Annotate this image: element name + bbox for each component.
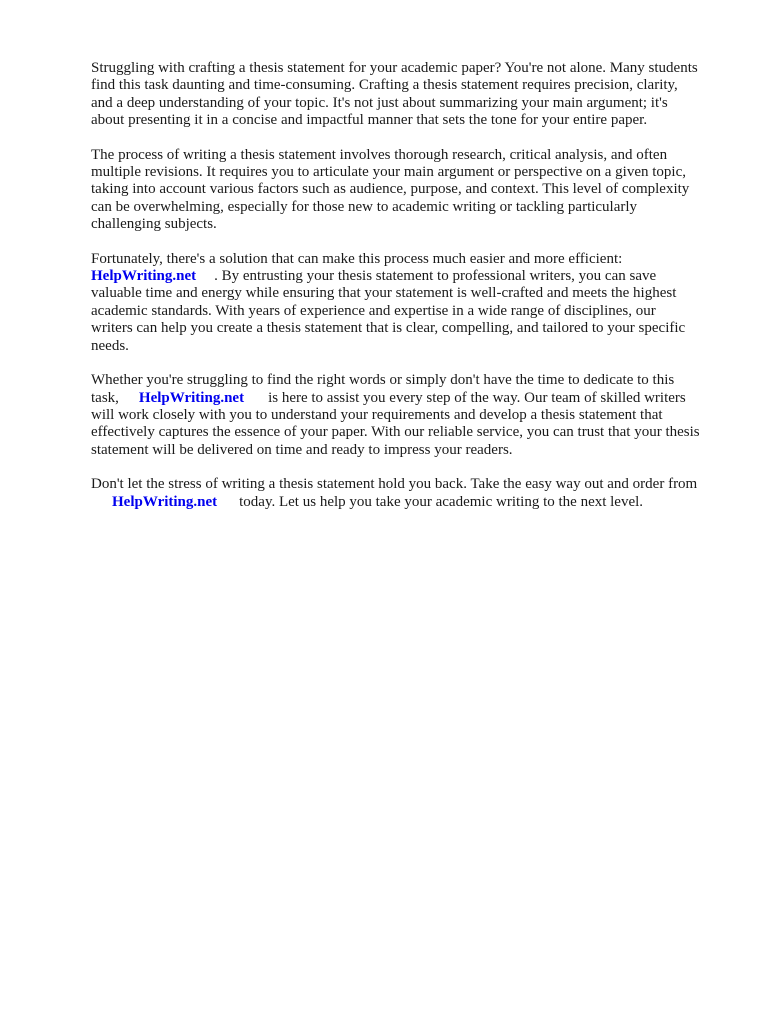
text-line: about presenting it in a concise and impactful manner that sets the tone for your entire paper. xyxy=(91,112,648,129)
helpwriting-link[interactable]: HelpWriting.net xyxy=(138,389,245,406)
text-line: and a deep understanding of your topic. It's not just about summarizing your main argument; it's xyxy=(91,94,668,111)
paragraph-solution xyxy=(91,251,731,355)
text-line: taking into account various factors such as audience, purpose, and context. This level of complexity xyxy=(91,181,690,198)
text-line: effectively captures the essence of your paper. With our reliable service, you can trust that your thesis xyxy=(91,424,700,441)
text-line-with-link xyxy=(91,268,731,285)
text-line: Fortunately, there's a solution that can make this process much easier and more efficient: xyxy=(91,250,623,267)
helpwriting-link[interactable]: HelpWriting.net xyxy=(91,268,197,285)
text-segment: . By entrusting your thesis statement to professional writers, you can save xyxy=(214,268,657,285)
text-line: can be overwhelming, especially for those new to academic writing or tackling particularly xyxy=(91,198,638,215)
text-line: Struggling with crafting a thesis statement for your academic paper? You're not alone. Many students xyxy=(91,60,698,76)
paragraph-process xyxy=(91,147,731,234)
text-segment: is here to assist you every step of the way. Our team of skilled writers xyxy=(268,389,686,406)
paragraph-assist xyxy=(91,372,731,459)
text-line: academic standards. With years of experience and expertise in a wide range of disciplines, our xyxy=(91,302,656,319)
helpwriting-link[interactable]: HelpWriting.net xyxy=(112,493,218,510)
text-line: writers can help you create a thesis statement that is clear, compelling, and tailored to your specific xyxy=(91,320,686,337)
text-line: statement will be delivered on time and ready to impress your readers. xyxy=(91,441,513,458)
text-line: find this task daunting and time-consuming. Crafting a thesis statement requires precision, clarity, xyxy=(91,77,678,94)
text-line: will work closely with you to understand your requirements and develop a thesis statement that xyxy=(91,406,663,423)
document-page xyxy=(91,60,731,528)
text-line-with-link xyxy=(91,494,731,511)
text-segment: today. Let us help you take your academic writing to the next level. xyxy=(239,493,644,510)
text-line: Whether you're struggling to find the right words or simply don't have the time to dedicate to this xyxy=(91,372,675,389)
text-line: needs. xyxy=(91,337,129,354)
text-line: Don't let the stress of writing a thesis statement hold you back. Take the easy way out and order from xyxy=(91,476,698,493)
paragraph-closing xyxy=(91,476,731,511)
text-line: challenging subjects. xyxy=(91,216,217,233)
paragraph-intro xyxy=(91,60,731,130)
text-segment: task, xyxy=(91,389,119,406)
text-line: multiple revisions. It requires you to articulate your main argument or perspective on a given topic, xyxy=(91,164,686,181)
text-line: The process of writing a thesis statement involves thorough research, critical analysis, and often xyxy=(91,146,668,163)
text-line-with-link xyxy=(91,390,731,407)
text-line: valuable time and energy while ensuring that your statement is well-crafted and meets the highest xyxy=(91,285,677,302)
